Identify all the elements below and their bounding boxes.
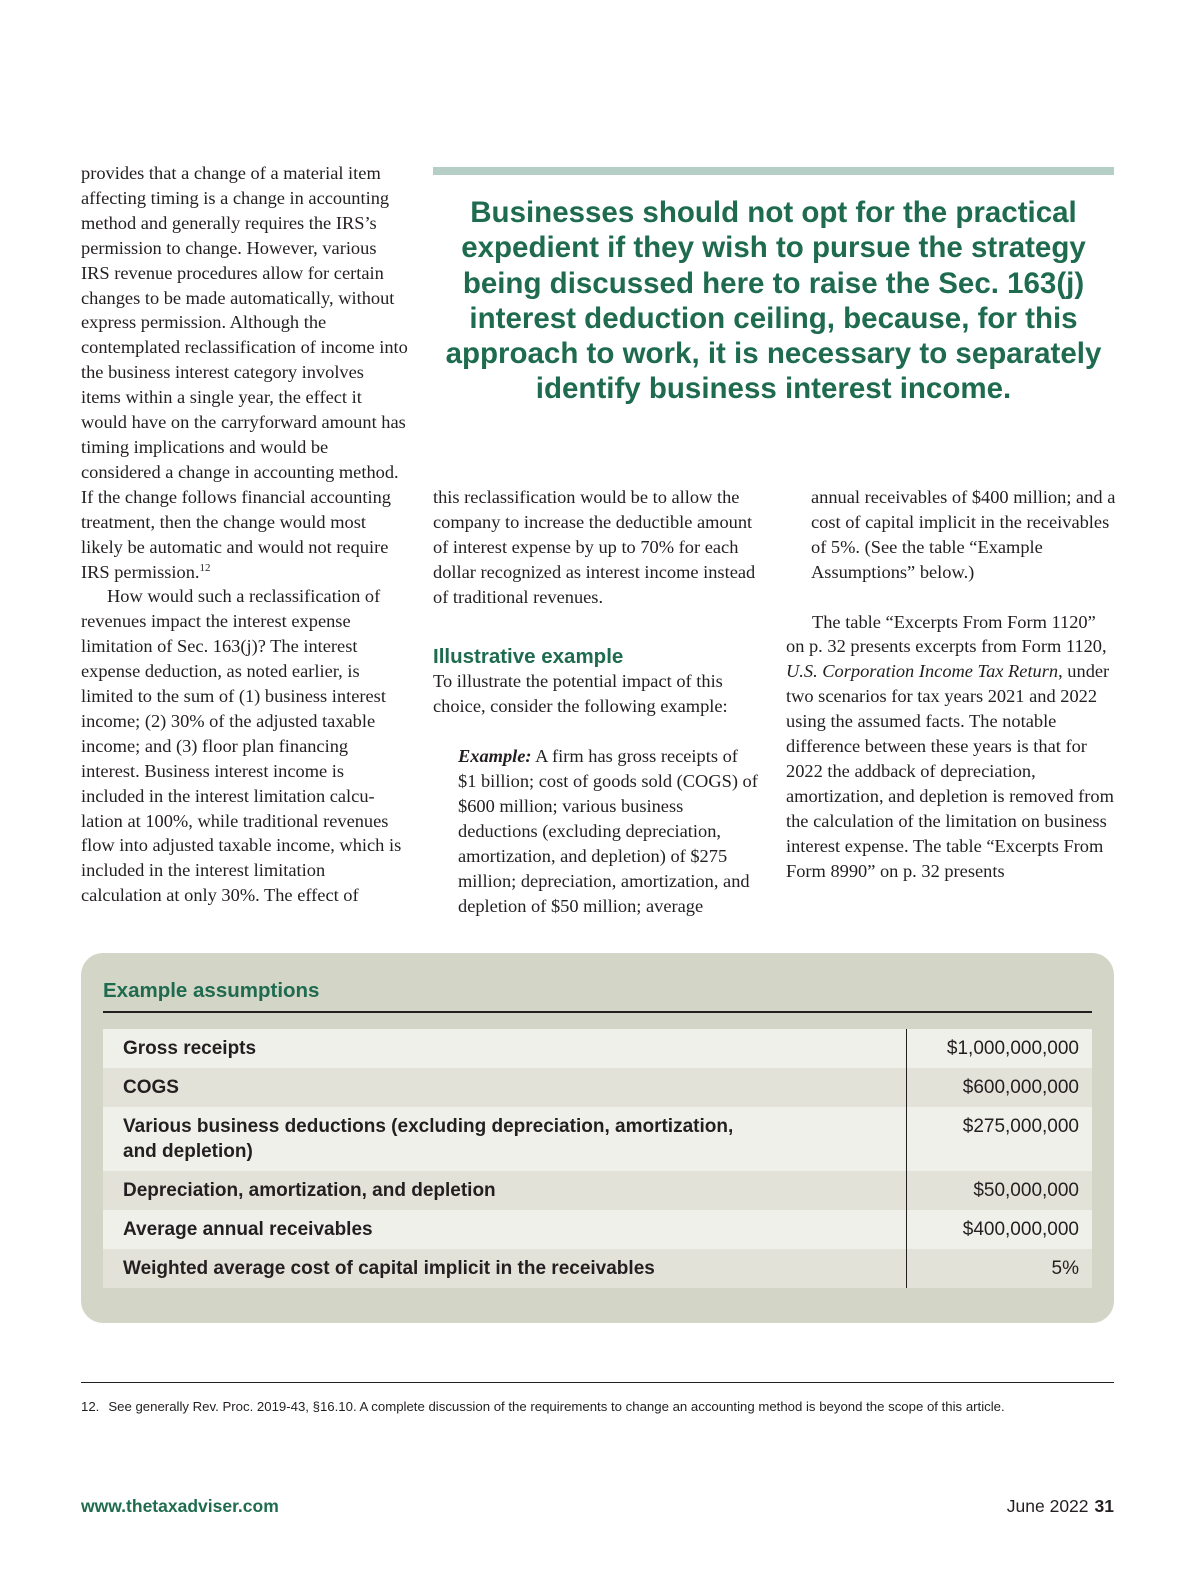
body-column-2 [433, 485, 758, 918]
footnote [81, 1398, 1121, 1416]
section-heading: Illustrative example [433, 644, 624, 668]
website-link[interactable]: www.thetaxadviser.com [81, 1496, 279, 1516]
issue-date: June 2022 [1006, 1496, 1089, 1516]
table-row [103, 1249, 1092, 1288]
footnote-number: 12. [81, 1399, 100, 1414]
row-value: $600,000,000 [962, 1077, 1079, 1098]
body-paragraph: provides that a change of a material item affecting timing is a change in accounting method and generally requires the IRS’s permission to change. However, various IRS revenue procedures allow for certain changes to be made automatically, without express permission. Although the contemplated reclassification of income into the business interest category involves items within a single year, the effect it would have on the carryforward amount has timing implications and would be considered a change in accounting method. If the change follows financial accounting treatment, then the change would most likely be automatic and would not require IRS permission.$^{12}$ [81, 163, 408, 582]
body-paragraph: To illustrate the potential impact of this choice, consider the following example: [433, 671, 728, 717]
pullquote-top-rule [433, 167, 1114, 175]
row-value: 5% [1051, 1258, 1079, 1279]
row-label: COGS [103, 1068, 907, 1107]
row-label: Average annual receivables [103, 1210, 907, 1249]
page-folio [1007, 1495, 1114, 1517]
row-value: $50,000,000 [973, 1180, 1079, 1201]
table-row [103, 1029, 1092, 1068]
example-assumptions-box [81, 953, 1114, 1323]
assumptions-title-rule [103, 1011, 1092, 1013]
body-column-3 [786, 485, 1116, 883]
pullquote: Businesses should not opt for the practical expedient if they wish to pursue the strategy being discussed here to raise the Sec. 163(j) interest deduction ceiling, because, for this approach to work, it is necessary to separately identify business interest income. [445, 196, 1102, 406]
table-row [103, 1068, 1092, 1107]
body-paragraph: The table “Excerpts From Form 1120” on p. 32 presents excerpts from Form 1120, U.S. Corporation Income Tax Return, under two scenarios for tax years 2021 and 2022 using the assumed facts. The notable difference between these years is that for 2022 the addback of depreciation, amortization, and depletion is removed from the calculation of the limitation on business interest expense. The table “Excerpts From Form 8990” on p. 32 presents [786, 611, 1114, 881]
table-row [103, 1171, 1092, 1210]
footnote-rule [81, 1382, 1114, 1383]
page-number: 31 [1094, 1496, 1114, 1516]
row-label: Weighted average cost of capital implicit in the receivables [103, 1249, 907, 1288]
body-paragraph: annual receivables of $400 million; and a cost of capital implicit in the receivables of 5%. (See the table “Example Assumptions” below.) [811, 487, 1116, 582]
footnote-reference[interactable]: 12 [199, 561, 211, 574]
row-label: Depreciation, amortization, and depletion [103, 1171, 907, 1210]
body-paragraph: this reclassification would be to allow the company to increase the deductible amount of interest expense by up to 70% for each dollar recognized as interest income instead of traditional revenues. [433, 487, 756, 607]
form-title-italic: U.S. Corporation Income Tax Return [786, 661, 1059, 682]
table-row [103, 1210, 1092, 1249]
row-value: $400,000,000 [962, 1219, 1079, 1240]
body-column-1 [81, 161, 408, 908]
example-paragraph: Example: A firm has gross receipts of $1 billion; cost of goods sold (COGS) of $600 million; various business deductions (excluding depreciation, amortization, and depletion) of $275 million; depreciation, amortization, and depletion of $50 million; average [458, 746, 758, 916]
example-label: Example: [458, 746, 532, 767]
row-value: $275,000,000 [962, 1116, 1079, 1137]
body-paragraph: How would such a reclassification of revenues impact the interest expense limitation of Sec. 163(j)? The interest expense deduction, as noted earlier, is limited to the sum of (1) business interest income; (2) 30% of the adjusted taxable income; and (3) floor plan financing interest. Business interest income is included in the interest limitation calculation at 100%, while traditional revenues flow into adjusted taxable income, which is included in the interest limitation calculation at only 30%. The effect of [81, 586, 402, 906]
row-value: $1,000,000,000 [946, 1038, 1079, 1059]
assumptions-title: Example assumptions [103, 979, 320, 1002]
footnote-text: See generally Rev. Proc. 2019-43, §16.10. A complete discussion of the requirements to change an accounting method is beyond the scope of this article. [108, 1399, 1005, 1414]
row-label: Various business deductions (excluding depreciation, amortization, and depletion) [103, 1107, 907, 1171]
table-row [103, 1107, 1092, 1171]
row-label: Gross receipts [103, 1029, 907, 1068]
assumptions-table [103, 1029, 1092, 1288]
